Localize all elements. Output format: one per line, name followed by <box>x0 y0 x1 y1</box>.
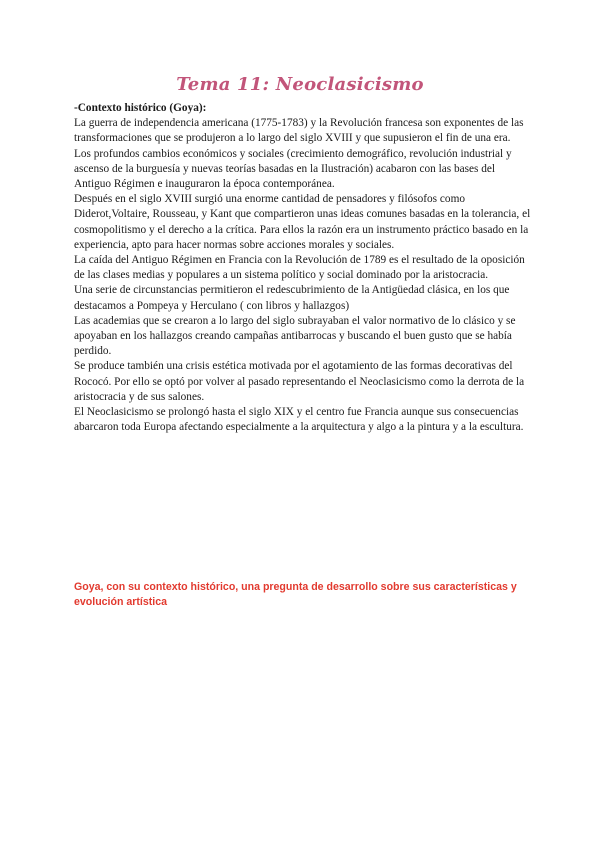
paragraph-social-changes: Los profundos cambios económicos y sociales (crecimiento demográfico, revolución industrial y ascenso de la burguesía y nuevas teorías basadas en la Ilustración) acabaron con las bases del Antiguo Régimen e inauguraron la época contemporánea. <box>74 147 512 191</box>
paragraph-philosophers: Después en el siglo XVIII surgió una enorme cantidad de pensadores y filósofos como Diderot,Voltaire, Rousseau, y Kant que compartieron unas ideas comunes basadas en la tolerancia, el cosmopolitismo y el derecho a la crítica. Para ellos la razón era un instrumento práctico basado en la experiencia, apto para hacer normas sobre acciones morales y sociales. <box>74 193 531 251</box>
paragraph-academies: Las academias que se crearon a lo largo del siglo subrayaban el valor normativo de lo clásico y se apoyaban en los hallazgos creando campañas antibarrocas y buscando el buen gusto que se había perdido. <box>74 314 516 358</box>
paragraph-classical-rediscovery: Una serie de circunstancias permitieron el redescubrimiento de la Antigüedad clásica, en los que destacamos a Pompeya y Herculano ( con libros y hallazgos) <box>74 284 510 312</box>
paragraph-old-regime-fall: La caída del Antiguo Régimen en Francia con la Revolución de 1789 es el resultado de la oposición de las clases medias y populares a un sistema político y social dominado por la aristocracia. <box>74 254 525 282</box>
exam-note: Goya, con su contexto histórico, una pregunta de desarrollo sobre sus características y evolución artística <box>74 581 517 608</box>
paragraph-rococo-crisis: Se produce también una crisis estética motivada por el agotamiento de las formas decorativas del Rococó. Por ello se optó por volver al pasado representando el Neoclasicismo como la derrota de la aristocracia y de sus salones. <box>74 360 525 403</box>
section-heading: -Contexto histórico (Goya): <box>74 102 207 114</box>
paragraph-neoclassicism-extent: El Neoclasicismo se prolongó hasta el siglo XIX y el centro fue Francia aunque sus consecuencias abarcaron toda Europa afectando especialmente a la arquitectura y algo a la pintura y a la escultura. <box>74 406 524 434</box>
document-body <box>74 101 534 435</box>
document-title: Tema 11: Neoclasicismo <box>176 74 424 95</box>
paragraph-revolutions: La guerra de independencia americana (1775-1783) y la Revolución francesa son exponentes de las transformaciones que se produjeron a lo largo del siglo XVIII y que supusieron el fin de una era. <box>74 117 524 145</box>
